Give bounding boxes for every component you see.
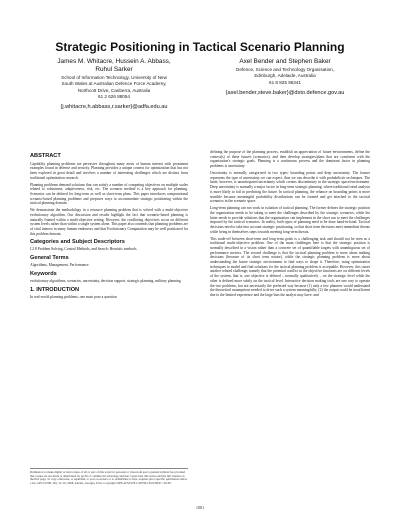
abstract-paragraph-3: We demonstrate the methodology in a resource planning problem that is solved with a multi-objective evolutionary algorithm. Our discussion and results highlight the fact that scenario-based planning is naturally framed within a multi-objective setting. However, the conflicting objectives occur on different system levels rather than within a single system alone. This paper also contends that planning problems are of vital interest in many human endeavors and that Evolutionary Computation may be well positioned for this problem domain.	[30, 208, 188, 236]
author-left-names-2: Ruhul Sarker	[95, 66, 133, 73]
author-right	[200, 58, 370, 97]
author-left-affiliation-1: School of Information Technology, University of New	[61, 74, 167, 80]
abstract-paragraph-1: Capability planning problems are pervasive throughout many areas of human interest with prominent examples found in defense and security. Planning provides a unique context for optimization that has not been explored in great detail and involves a number of interesting challenges which are distinct from traditional optimization research.	[30, 161, 188, 180]
abstract-paragraph-2: Planning problems demand solutions that can satisfy a number of competing objectives on multiple scales related to robustness, adaptiveness, risk, etc. The scenario method is a key approach for planning. Scenarios can be defined for long-term as well as short-term plans. This paper introduces computational scenario-based planning problems and proposes ways to accommodate strategic positioning within the tactical planning domain.	[30, 182, 188, 206]
page-number: 1081	[195, 505, 205, 510]
author-right-affiliation-2: Edinburgh, Adelaide, Australia	[254, 73, 316, 78]
introduction-heading: 1. INTRODUCTION	[30, 286, 80, 293]
author-left-phone: 61 2 626 88054	[98, 94, 130, 99]
author-left-affiliation-2: South Wales at Australian Defence Force Academy,	[61, 81, 167, 86]
right-column	[210, 150, 370, 300]
author-right-email: {axel.bender,steve.baker}@dsto.defence.gov.au	[225, 89, 345, 96]
author-right-phone: 61 8 825 96341	[269, 79, 301, 85]
body-paragraph-2: Uncertainty is normally categorized in two types: bounding points and deep uncertainty. The former represents the type of uncertainty we can expect, thus we can describe it with probabilistic techniques. The latter, however, is unanticipated uncertainty which creates discontinuity in the strategic space/environment. Deep uncertainty is normally a major factor in long-term strategic planning, where traditional trend analysis is more likely to fail in predicting the future. In tactical planning, the reliance on bounding points is more sensible because meaningful probability distributions can be formed and get attached to the tactical scenarios in the scenario space.	[210, 171, 370, 204]
introduction-paragraph-1: In real-world planning problems, one must pose a question	[30, 295, 117, 300]
general-terms-heading: General Terms	[30, 255, 69, 262]
author-left-affiliation-3: Northcott Drive, Canberra, Australia	[77, 87, 151, 93]
body-paragraph-1: defining the purpose of the planning process, establish an appreciation of future environments, define the context(s) of these futures (scenarios), and then develop strategies/plans that are consistent with the organization's strategic goals. Planning is a continuous process and the dominant factor in planning problems is uncertainty.	[210, 150, 370, 169]
categories-text: I.2.8 Problem Solving, Control Methods, and Search: Heuristic methods	[30, 247, 137, 252]
general-terms-text: Algorithms, Management, Performance.	[30, 263, 90, 268]
body-paragraph-3: Long-term planning can not work in isolation of tactical planning. The former defines the strategic position the organization needs to be taking to meet the challenges described by the strategic scenarios, while the latter needs to provide solutions that the organization can implement in the short run to meet the challenges imposed by the tactical scenarios. In reality, both types of planning need to be done hand-in-hand. Tactical decisions need to take into account strategic positioning, so that short term decisions meet immediate threats while being in themselves steps towards meeting long-term threats.	[210, 206, 370, 234]
keywords-text: evolutionary algorithms, scenarios, uncertainty, decision support, strategic planning, military planning	[30, 278, 181, 283]
author-right-names: Axel Bender and Stephen Baker	[239, 58, 331, 65]
author-left-names-1: James M. Whitacre, Hussein A. Abbass,	[57, 58, 171, 65]
abstract-heading: ABSTRACT	[30, 153, 61, 159]
paper-title: Strategic Positioning in Tactical Scenario Planning	[55, 40, 345, 54]
body-paragraph-4: This trade-off between short-term and long-term goals is a challenging task and should not be seen as a traditional multi-objective problem. One of the main challenges here is that the strategic position is normally described in a vision rather than a concrete set of quantifiable targets with unambiguous set of performance metrics. The second challenge is that the tactical planning problem is more about making decisions (because of its short term nature), while the strategic planning problem is more about understanding the future strategic environment to find ways to shape it. Therefore, using optimization techniques to model and find solutions for the tactical planning problem is acceptable. However, this raises another related challenge; namely that the potential conflict in the objective functions are on different levels of the system; that is, one objective is defined – normally qualitatively – on the strategic level while the other is defined more subtly on the tactical level. Interactive decision making tools are one way to operate the two problems, but not necessarily the preferred way because (1) only a few planners would understand the theoretical assumptions needed to drive such a system meaningfully; (2) the output could be insufficient due to the limited experience and the large bias the analyst may have; and	[210, 236, 370, 297]
author-left	[30, 58, 198, 111]
author-left-email: {j.whitacre,h.abbass,r.sarker}@adfa.edu.au	[60, 104, 168, 110]
copyright-footnote: Permission to make digital or hard copies of all or part of this work for personal or classroom use is granted without fee provided that copies are not made or distributed for profit or commercial advantage and that copies bear this notice and the full citation on the first page. To copy otherwise, or republish, to post on servers or to redistribute to lists, requires prior specific permission and/or a fee. GECCO'08, July 12–16, 2008, Atlanta, Georgia, USA. Copyright 2008 ACM 978-1-60558-130-9/08/07...$5.00.	[30, 470, 188, 486]
author-right-affiliation-1: Defence, Science and Technology Organisation,	[236, 66, 334, 72]
keywords-heading: Keywords	[30, 270, 57, 277]
left-column	[30, 150, 188, 302]
categories-heading: Categories and Subject Descriptors	[30, 239, 125, 246]
